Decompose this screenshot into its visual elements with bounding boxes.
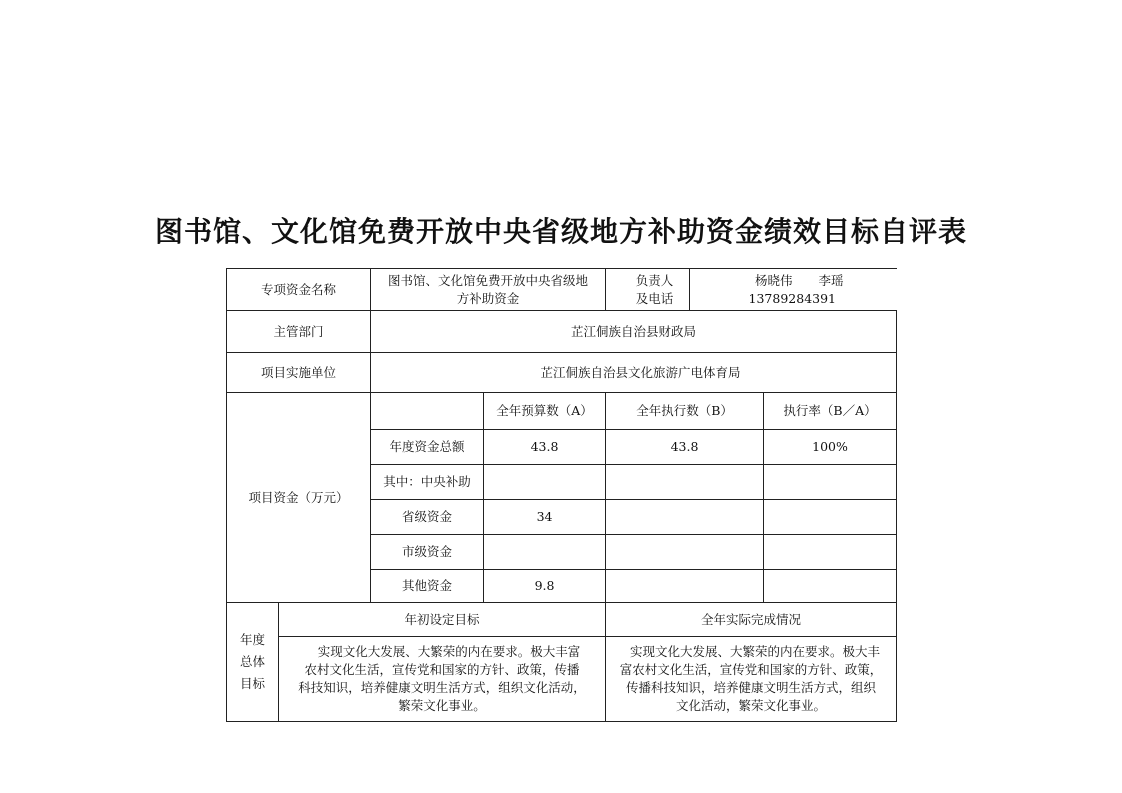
contact-label-line2: 及电话 [635,290,674,306]
funds-row-budget [484,465,606,500]
goals-set-header: 年初设定目标 [279,603,606,637]
fund-name-value-line1: 图书馆、文化馆免费开放中央省级地 [388,272,589,288]
goals-actual-text [606,637,897,722]
funds-row-rate [764,465,897,500]
funds-header-executed: 全年执行数（B） [606,393,764,430]
implementer-row [227,353,897,393]
funds-row-budget [484,535,606,570]
department-row [227,311,897,353]
goals-set-text [279,637,606,722]
goals-label-line2: 总体 [239,654,265,669]
goals-actual-line: 实现文化大发展、大繁荣的内在要求。极大丰 [630,644,881,659]
goals-actual-line: 富农村文化生活，宣传党和国家的方针、政策， [619,662,883,677]
goals-set-line: 繁荣文化事业。 [398,698,486,713]
fund-name-label: 专项资金名称 [227,269,371,311]
funds-row-executed [606,535,764,570]
evaluation-table [226,268,897,722]
goals-label-line3: 目标 [239,676,265,691]
contact-person-1: 杨晓伟 [755,272,793,288]
fund-name-value [371,269,606,311]
department-value: 芷江侗族自治县财政局 [371,311,897,353]
goals-label [227,603,279,722]
funds-row-budget: 34 [484,500,606,535]
goals-content-row [227,637,897,722]
goals-actual-line: 传播科技知识，培养健康文明生活方式，组织 [626,680,877,695]
implementer-value: 芷江侗族自治县文化旅游广电体育局 [371,353,897,393]
funds-row-label: 年度资金总额 [371,430,484,465]
goals-actual-header: 全年实际完成情况 [606,603,897,637]
fund-name-value-line2: 方补助资金 [456,290,520,306]
funds-header-rate: 执行率（B／A） [764,393,897,430]
goals-label-line1: 年度 [239,632,265,647]
goals-set-line: 农村文化生活，宣传党和国家的方针、政策，传播 [304,662,580,677]
funds-row-label: 其他资金 [371,570,484,603]
goals-set-line: 实现文化大发展、大繁荣的内在要求。极大丰富 [317,644,581,659]
implementer-label: 项目实施单位 [227,353,371,393]
contact-phone: 13789284391 [748,290,837,306]
funds-row-executed [606,500,764,535]
fund-name-row [227,269,897,311]
funds-row-rate [764,500,897,535]
funds-row-executed: 43.8 [606,430,764,465]
funds-row-executed [606,570,764,603]
page-title: 图书馆、文化馆免费开放中央省级地方补助资金绩效目标自评表 [154,215,967,248]
contact-value [690,269,897,311]
funds-row-rate: 100% [764,430,897,465]
funds-row-budget: 9.8 [484,570,606,603]
contact-label [606,269,690,311]
funds-row-rate [764,535,897,570]
funds-row-label: 省级资金 [371,500,484,535]
funds-row-budget: 43.8 [484,430,606,465]
department-label: 主管部门 [227,311,371,353]
goals-header-row [227,603,897,637]
funds-header-row [227,393,897,430]
funds-row-label: 市级资金 [371,535,484,570]
goals-actual-line: 文化活动，繁荣文化事业。 [676,698,827,713]
contact-person-2: 李瑶 [818,272,844,288]
funds-row-rate [764,570,897,603]
funds-row-label: 其中：中央补助 [371,465,484,500]
contact-label-line1: 负责人 [635,272,674,288]
goals-set-line: 科技知识，培养健康文明生活方式，组织文化活动， [298,680,586,695]
funds-label: 项目资金（万元） [227,393,371,603]
funds-header-budget: 全年预算数（A） [484,393,606,430]
funds-row-executed [606,465,764,500]
funds-header-empty [371,393,484,430]
